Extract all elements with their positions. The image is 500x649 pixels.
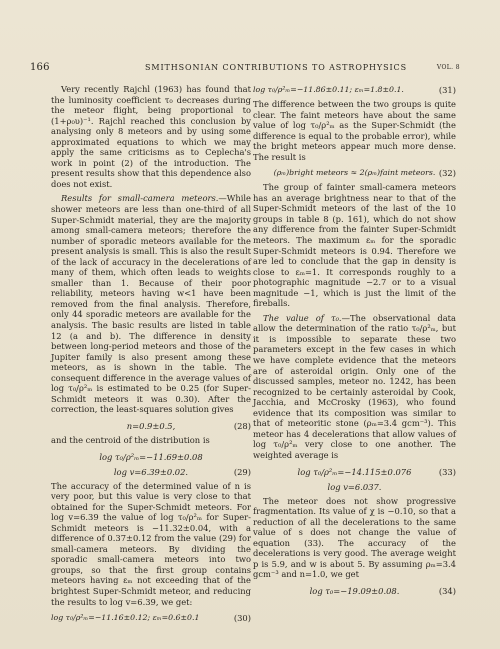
paragraph-text: —The observational data allow the determination of the ratio τ₀/ρ²ₘ, but it is impossible to separate these two parameters except in the few cases in which we have complete evidence that the meteors are of asteroidal origin. Only one of the discussed samples, meteor no. 1242, has been recognized to be certainly asteroidal by Cook, Jacchia, and McCrosky (1963), who found evidence that its composition was similar to that of meteoritic stone (ρₘ=3.4 gcm⁻³). This meteor has 4 decelerations that allow values of log τ₀/ρ²ₘ very close to one another. The weighted average is [253, 312, 456, 460]
equation-text: log v=6.037. [327, 481, 382, 492]
equation-number: (30) [233, 613, 251, 624]
equation-text: log τ₀=−19.09±0.08. [309, 585, 400, 596]
equation-number: (33) [438, 466, 456, 477]
paragraph: The meteor does not show progressive fragmentation. Its value of χ is −0.10, so that a reduction of all the decelerations to the same value of s does not change the value of equation (33). The accuracy of the decelerations is very good. The average weight p is 5.9, and w is about 5. By assuming ρₘ=3.4 gcm⁻³ and n=1.0, we get [253, 495, 456, 580]
paragraph-text: —While shower meteors are less than one-third of all Super-Schmidt material, they are the majority among small-camera meteors; therefore the number of sporadic meteors available for the present analysis is small. This is also the result of the lack of accuracy in the decelerations of many of them, which often leads to weights smaller than 1. Because of their poor reliability, meteors having w<1 have been removed from the final analysis. Therefore, only 44 sporadic meteors are available for the analysis. The basic results are listed in table 12 (a and b). The difference in density between long-period meteors and those of the Jupiter family is also present among these meteors, as is shown in the table. The consequent difference in the average values of log τ₀/ρ²ₘ is estimated to be 0.25 (for Super-Schmidt meteors it was 0.30). After the correction, the least-squares solution gives [51, 193, 251, 415]
left-column [51, 84, 251, 627]
paragraph: The accuracy of the determined value of n is very poor, but this value is very close to that obtained for the Super-Schmidt meteors. For log v=6.39 the value of log τ₀/ρ²ₘ for Super-Schmidt meteors is −11.32±0.04, with a difference of 0.37±0.12 from the value (29) for small-camera meteors. By dividing the sporadic small-camera meteors into two groups, so that the first group contains meteors having εₘ not exceeding that of the brightest Super-Schmidt meteor, and reducing the results to log v=6.39, we get: [51, 480, 251, 607]
equation-34 [253, 585, 456, 597]
equation-30 [51, 612, 251, 624]
section-heading: The value of τ₀. [263, 312, 342, 323]
equation-number: (31) [438, 85, 456, 95]
section-heading: Results for small-camera meteors. [61, 193, 219, 204]
equation-text: n=0.9±0.5, [126, 420, 176, 431]
paragraph: and the centroid of the distribution is [51, 434, 210, 445]
paragraph: Very recently Rajchl (1963) has found that the luminosity coefficient τ₀ decreases during the meteor flight, being proportional to (1+ρ₀υ)⁻¹. Rajchl reached this conclusion by analysing only 8 meteors and by using some approximated equations to which we may apply the same criticisms as to Ceplecha's work in point (2) of the introduction. The present results show that this dependence also does not exist. [51, 84, 251, 189]
equation-number: (34) [438, 585, 456, 596]
paragraph [51, 193, 251, 414]
equation-29a [51, 451, 251, 463]
equation-number: (29) [233, 466, 251, 477]
right-column [253, 84, 456, 600]
page-number: 166 [30, 62, 50, 73]
paragraph: The difference between the two groups is quite clear. The faint meteors have about the same value of log τ₀/ρ²ₘ as the Super-Schmidt (the difference is equal to the probable error), while the bright meteors appear much more dense. The result is [253, 99, 456, 162]
paragraph: The group of fainter small-camera meteors has an average brightness near to that of the Super-Schmidt meteors of the last of the 10 groups in table 8 (p. 161), which do not show any difference from the fainter Super-Schmidt meteors. The maximum εₘ for the sporadic Super-Schmidt meteors is 0.94. Therefore we are led to conclude that the gap in density is close to εₘ=1. It corresponds roughly to a photographic magnitude −2.7 or to a visual magnitude −1, which is just the limit of the fireballs. [253, 182, 456, 309]
equation-33b [253, 481, 456, 493]
equation-text: log τ₀/ρ²ₘ=−11.69±0.08 [99, 451, 203, 462]
equation-text: (ρₘ)bright meteors ≈ 2(ρₘ)faint meteors. [273, 168, 436, 178]
equation-29b [51, 466, 251, 478]
equation-text: log τ₀/ρ²ₘ=−11.86±0.11; εₘ=1.8±0.1. [253, 85, 404, 94]
equation-text: log τ₀/ρ²ₘ=−11.16±0.12; εₘ=0.6±0.1 [51, 613, 200, 623]
page-header [30, 62, 460, 76]
equation-text: log v=6.39±0.02. [113, 466, 189, 477]
equation-number: (28) [233, 420, 251, 431]
equation-text: log τ₀/ρ²ₘ=−14.115±0.076 [297, 466, 412, 477]
running-title: SMITHSONIAN CONTRIBUTIONS TO ASTROPHYSICS [145, 63, 407, 72]
paragraph [253, 313, 456, 461]
equation-28 [51, 420, 251, 432]
equation-number: (32) [438, 168, 456, 179]
volume-label: VOL. 8 [436, 64, 460, 71]
equation-31 [253, 84, 456, 96]
equation-32 [253, 167, 456, 179]
equation-33a [253, 466, 456, 478]
